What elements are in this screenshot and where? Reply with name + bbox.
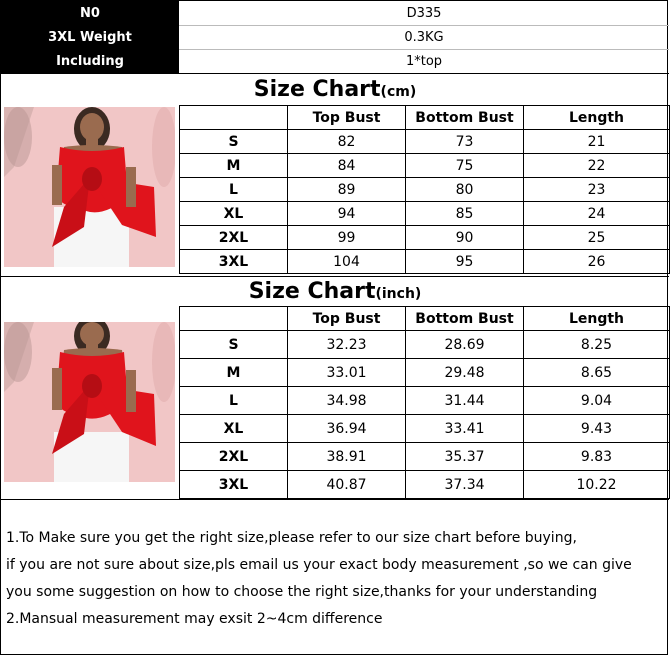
size-cell: M	[180, 359, 288, 387]
product-photo-inch	[4, 322, 175, 482]
table-row	[180, 443, 670, 471]
header-cell	[180, 106, 288, 130]
note-line: if you are not sure about size,pls email us your exact body measurement ,so we can give	[6, 557, 632, 573]
size-cell: 3XL	[180, 250, 288, 274]
divider	[1, 499, 669, 500]
info-row-number	[1, 1, 669, 25]
size-cell: 2XL	[180, 226, 288, 250]
value-cell: 29.48	[406, 359, 524, 387]
table-row	[180, 359, 670, 387]
info-value: 0.3KG	[179, 25, 669, 50]
info-value: 1*top	[405, 53, 443, 69]
size-cell: S	[180, 331, 288, 359]
table-row	[180, 178, 670, 202]
size-cell: S	[180, 130, 288, 154]
product-photo-cm	[4, 107, 175, 267]
value-cell: 21	[524, 130, 670, 154]
value-cell: 25	[524, 226, 670, 250]
header-cell: Length	[524, 106, 670, 130]
note-line: you some suggestion on how to choose the right size,thanks for your understanding	[6, 584, 598, 600]
value-cell: 8.25	[524, 331, 670, 359]
table-row	[180, 331, 670, 359]
value-cell: 94	[288, 202, 406, 226]
size-cell: XL	[180, 202, 288, 226]
table-row	[180, 130, 670, 154]
value-cell: 89	[288, 178, 406, 202]
value-cell: 34.98	[288, 387, 406, 415]
table-header-row	[180, 307, 670, 331]
header-cell: Top Bust	[288, 106, 406, 130]
value-cell: 40.87	[288, 471, 406, 499]
value-cell: 95	[406, 250, 524, 274]
value-cell: 24	[524, 202, 670, 226]
value-cell: 85	[406, 202, 524, 226]
chart-title-cm	[1, 74, 669, 104]
size-cell: 3XL	[180, 471, 288, 499]
table-row	[180, 154, 670, 178]
value-cell: 75	[406, 154, 524, 178]
note-line: 1.To Make sure you get the right size,please refer to our size chart before buying,	[6, 530, 577, 546]
header-cell: Bottom Bust	[406, 307, 524, 331]
table-row	[180, 415, 670, 443]
value-cell: 22	[524, 154, 670, 178]
value-cell: 82	[288, 130, 406, 154]
info-label: 3XL Weight	[1, 25, 179, 49]
chart-unit: (inch)	[375, 286, 422, 302]
note-line: 2.Mansual measurement may exsit 2~4cm difference	[6, 611, 383, 627]
value-cell: 38.91	[288, 443, 406, 471]
table-header-row	[180, 106, 670, 130]
size-table-cm	[179, 105, 670, 274]
value-cell: 33.01	[288, 359, 406, 387]
header-cell	[180, 307, 288, 331]
info-value: D335	[179, 1, 669, 26]
value-cell: 9.43	[524, 415, 670, 443]
value-cell: 9.04	[524, 387, 670, 415]
chart-title-text: Size Chart	[253, 76, 381, 102]
value-cell: 36.94	[288, 415, 406, 443]
value-cell: 8.65	[524, 359, 670, 387]
size-cell: L	[180, 178, 288, 202]
chart-title-text: Size Chart	[248, 278, 376, 304]
value-cell: 26	[524, 250, 670, 274]
header-cell: Length	[524, 307, 670, 331]
value-cell: 37.34	[406, 471, 524, 499]
value-cell: 73	[406, 130, 524, 154]
notes-block	[6, 525, 661, 633]
chart-title-inch	[1, 276, 669, 306]
value-cell: 90	[406, 226, 524, 250]
size-cell: M	[180, 154, 288, 178]
model-photo-image	[4, 107, 175, 267]
model-photo-image	[4, 322, 175, 482]
table-row	[180, 387, 670, 415]
value-cell: 104	[288, 250, 406, 274]
value-cell: 28.69	[406, 331, 524, 359]
value-cell: 84	[288, 154, 406, 178]
info-label: Including	[1, 49, 179, 73]
table-row	[180, 471, 670, 499]
info-row-weight	[1, 25, 669, 49]
table-row	[180, 250, 670, 274]
value-cell: 99	[288, 226, 406, 250]
chart-unit: (cm)	[380, 84, 417, 100]
value-cell: 33.41	[406, 415, 524, 443]
value-cell: 10.22	[524, 471, 670, 499]
table-row	[180, 202, 670, 226]
size-cell: XL	[180, 415, 288, 443]
value-cell: 32.23	[288, 331, 406, 359]
header-cell: Bottom Bust	[406, 106, 524, 130]
size-cell: L	[180, 387, 288, 415]
info-row-including	[1, 49, 669, 73]
value-cell: 35.37	[406, 443, 524, 471]
value-cell: 80	[406, 178, 524, 202]
value-cell: 23	[524, 178, 670, 202]
value-cell: 9.83	[524, 443, 670, 471]
size-table-inch	[179, 306, 670, 499]
info-label: N0	[1, 1, 179, 25]
value-cell: 31.44	[406, 387, 524, 415]
table-row	[180, 226, 670, 250]
size-cell: 2XL	[180, 443, 288, 471]
header-cell: Top Bust	[288, 307, 406, 331]
